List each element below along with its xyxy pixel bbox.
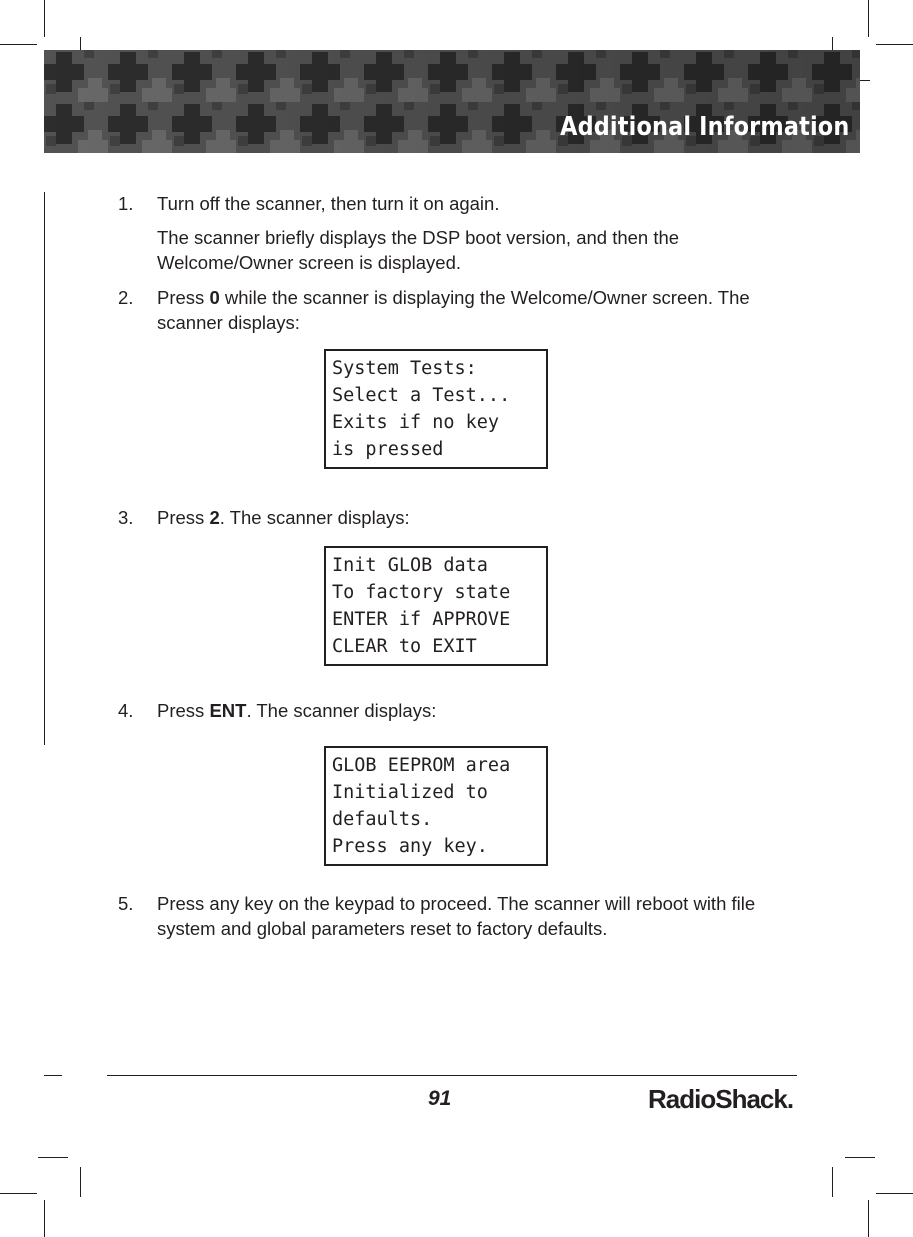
step-text: Press 2. The scanner displays: bbox=[157, 507, 410, 528]
brand-logo: RadioShack. bbox=[648, 1084, 794, 1114]
crop-mark bbox=[0, 1193, 37, 1194]
lcd-display bbox=[324, 746, 548, 866]
side-rule bbox=[44, 192, 45, 745]
page-title: Additional Information bbox=[559, 112, 849, 142]
lcd-line: defaults. bbox=[332, 809, 433, 830]
key-label: ENT bbox=[209, 700, 247, 721]
crop-mark bbox=[44, 1200, 45, 1237]
crop-mark bbox=[845, 1157, 875, 1158]
lcd-line: CLEAR to EXIT bbox=[332, 636, 477, 657]
crop-mark bbox=[80, 1167, 81, 1197]
lcd-line: System Tests: bbox=[332, 358, 477, 379]
step-number: 5. bbox=[118, 893, 134, 914]
lcd-line: Exits if no key bbox=[332, 412, 500, 433]
step-note: The scanner briefly displays the DSP boot version, and then the Welcome/Owner screen is displayed. bbox=[157, 227, 680, 273]
key-label: 2 bbox=[209, 507, 220, 528]
step-number: 2. bbox=[118, 287, 134, 308]
crop-mark bbox=[876, 44, 913, 45]
step-text: Press 0 while the scanner is displaying the Welcome/Owner screen. The scanner displays: bbox=[157, 287, 750, 333]
step-number: 1. bbox=[118, 193, 134, 214]
lcd-line: Initialized to bbox=[332, 782, 488, 803]
crop-mark bbox=[868, 1200, 869, 1237]
lcd-display bbox=[324, 349, 548, 469]
lcd-line: To factory state bbox=[332, 582, 511, 603]
crop-mark bbox=[38, 1157, 68, 1158]
step-text: Press any key on the keypad to proceed. The scanner will reboot with file system and global parameters reset to factory defaults. bbox=[157, 893, 756, 939]
lcd-line: Select a Test... bbox=[332, 385, 511, 406]
key-label: 0 bbox=[209, 287, 220, 308]
lcd-line: ENTER if APPROVE bbox=[332, 609, 511, 630]
lcd-line: GLOB EEPROM area bbox=[332, 755, 511, 776]
step-number: 4. bbox=[118, 700, 134, 721]
lcd-line: Init GLOB data bbox=[332, 555, 488, 576]
step-text: Press ENT. The scanner displays: bbox=[157, 700, 437, 721]
crop-mark bbox=[44, 0, 45, 37]
page-number: 91 bbox=[428, 1087, 452, 1110]
footer-rule bbox=[107, 1075, 797, 1076]
step-number: 3. bbox=[118, 507, 134, 528]
crop-mark bbox=[876, 1193, 913, 1194]
lcd-line: is pressed bbox=[332, 439, 444, 460]
crop-mark bbox=[832, 1167, 833, 1197]
lcd-line: Press any key. bbox=[332, 836, 488, 857]
lcd-display bbox=[324, 546, 548, 666]
crop-mark bbox=[0, 44, 37, 45]
crop-mark bbox=[868, 0, 869, 37]
step-text: Turn off the scanner, then turn it on again. bbox=[157, 193, 500, 214]
crop-mark bbox=[44, 1075, 62, 1076]
